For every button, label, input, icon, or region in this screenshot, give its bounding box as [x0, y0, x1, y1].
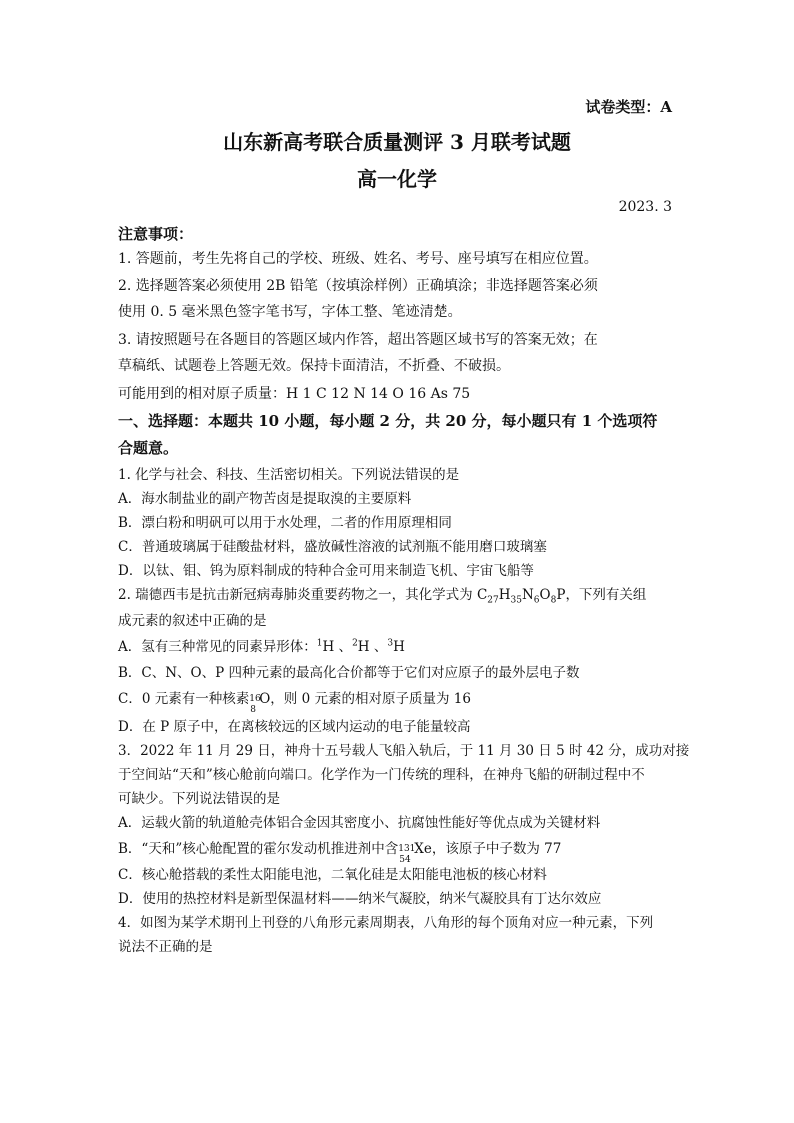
- section-heading-cont: 合题意。: [118, 439, 179, 457]
- q1-option-a: A．海水制盐业的副产物苦卤是提取溴的主要原料: [118, 491, 412, 507]
- notes-heading: 注意事项：: [118, 225, 194, 243]
- q3-option-b: B．“天和”核心舱配置的霍尔发动机推进剂中含 131 54 Xe，该原子中子数为 77: [118, 841, 562, 865]
- q2-option-c: C．0 元素有一种核素 16 8 O，则 0 元素的相对原子质量为 16: [118, 691, 471, 715]
- exam-date: 2023. 3: [618, 199, 672, 215]
- q4-stem-cont: 说法不正确的是: [118, 939, 213, 955]
- q2-stem: 2. 瑞德西韦是抗击新冠病毒肺炎重要药物之一，其化学式为 $C_{27}H_{35}N_6O_8P$，下列有关组: [118, 587, 647, 606]
- note-2: 2. 选择题答案必须使用 2B 铅笔（按填涂样例）正确填涂；非选择题答案必须: [118, 278, 598, 294]
- atomic-masses: 可能用到的相对原子质量：H 1 C 12 N 14 O 16 As 75: [118, 386, 471, 402]
- q1-stem: 1. 化学与社会、科技、生活密切相关。下列说法错误的是: [118, 467, 460, 483]
- q2-stem-cont: 成元素的叙述中正确的是: [118, 613, 267, 629]
- q2-option-b: B．C、N、O、P 四种元素的最高化合价都等于它们对应原子的最外层电子数: [118, 665, 580, 681]
- q2-option-d: D．在 P 原子中，在离核较远的区域内运动的电子能量较高: [118, 719, 471, 735]
- note-2-cont: 使用 0. 5 毫米黑色签字笔书写，字体工整、笔迹清楚。: [118, 304, 462, 320]
- q3-stem: 3．2022 年 11 月 29 日，神舟十五号载人飞船入轨后，于 11 月 30 日 5 时 42 分，成功对接: [118, 743, 690, 759]
- exam-title: 山东新高考联合质量测评 3 月联考试题: [223, 130, 571, 154]
- subject-title: 高一化学: [357, 167, 437, 191]
- q3-option-c: C．核心舱搭载的柔性太阳能电池，二氧化硅是太阳能电池板的核心材料: [118, 867, 547, 883]
- q3-option-a: A．运载火箭的轨道舱壳体铝合金因其密度小、抗腐蚀性能好等优点成为关键材料: [118, 815, 601, 831]
- q2-option-a: A．氢有三种常见的同素异形体：$^1$H 、$^2$H 、$^3$H: [118, 638, 405, 655]
- q3-stem-cont-1: 于空间站“天和”核心舱前向端口。化学作为一门传统的理科，在神舟飞船的研制过程中不: [118, 767, 645, 783]
- q1-option-d: D．以钛、钼、钨为原料制成的特种合金可用来制造飞机、宇宙飞船等: [118, 563, 534, 579]
- q1-option-c: C．普通玻璃属于硅酸盐材料，盛放碱性溶液的试剂瓶不能用磨口玻璃塞: [118, 539, 547, 555]
- section-heading: 一、选择题：本题共 10 小题，每小题 2 分，共 20 分，每小题只有 1 个选项符: [118, 412, 658, 430]
- q3-stem-cont-2: 可缺少。下列说法错误的是: [118, 791, 280, 807]
- q4-stem: 4．如图为某学术期刊上刊登的八角形元素周期表，八角形的每个顶角对应一种元素，下列: [118, 915, 654, 931]
- note-1: 1. 答题前，考生先将自己的学校、班级、姓名、考号、座号填写在相应位置。: [118, 251, 598, 267]
- q1-option-b: B．漂白粉和明矾可以用于水处理，二者的作用原理相同: [118, 515, 452, 531]
- paper-type: 试卷类型：A: [585, 98, 672, 116]
- note-3: 3. 请按照题号在各题目的答题区域内作答，超出答题区域书写的答案无效；在: [118, 332, 598, 348]
- q3-option-d: D．使用的热控材料是新型保温材料——纳米气凝胶，纳米气凝胶具有丁达尔效应: [118, 891, 602, 907]
- note-3-cont: 草稿纸、试题卷上答题无效。保持卡面清洁，不折叠、不破损。: [118, 358, 510, 374]
